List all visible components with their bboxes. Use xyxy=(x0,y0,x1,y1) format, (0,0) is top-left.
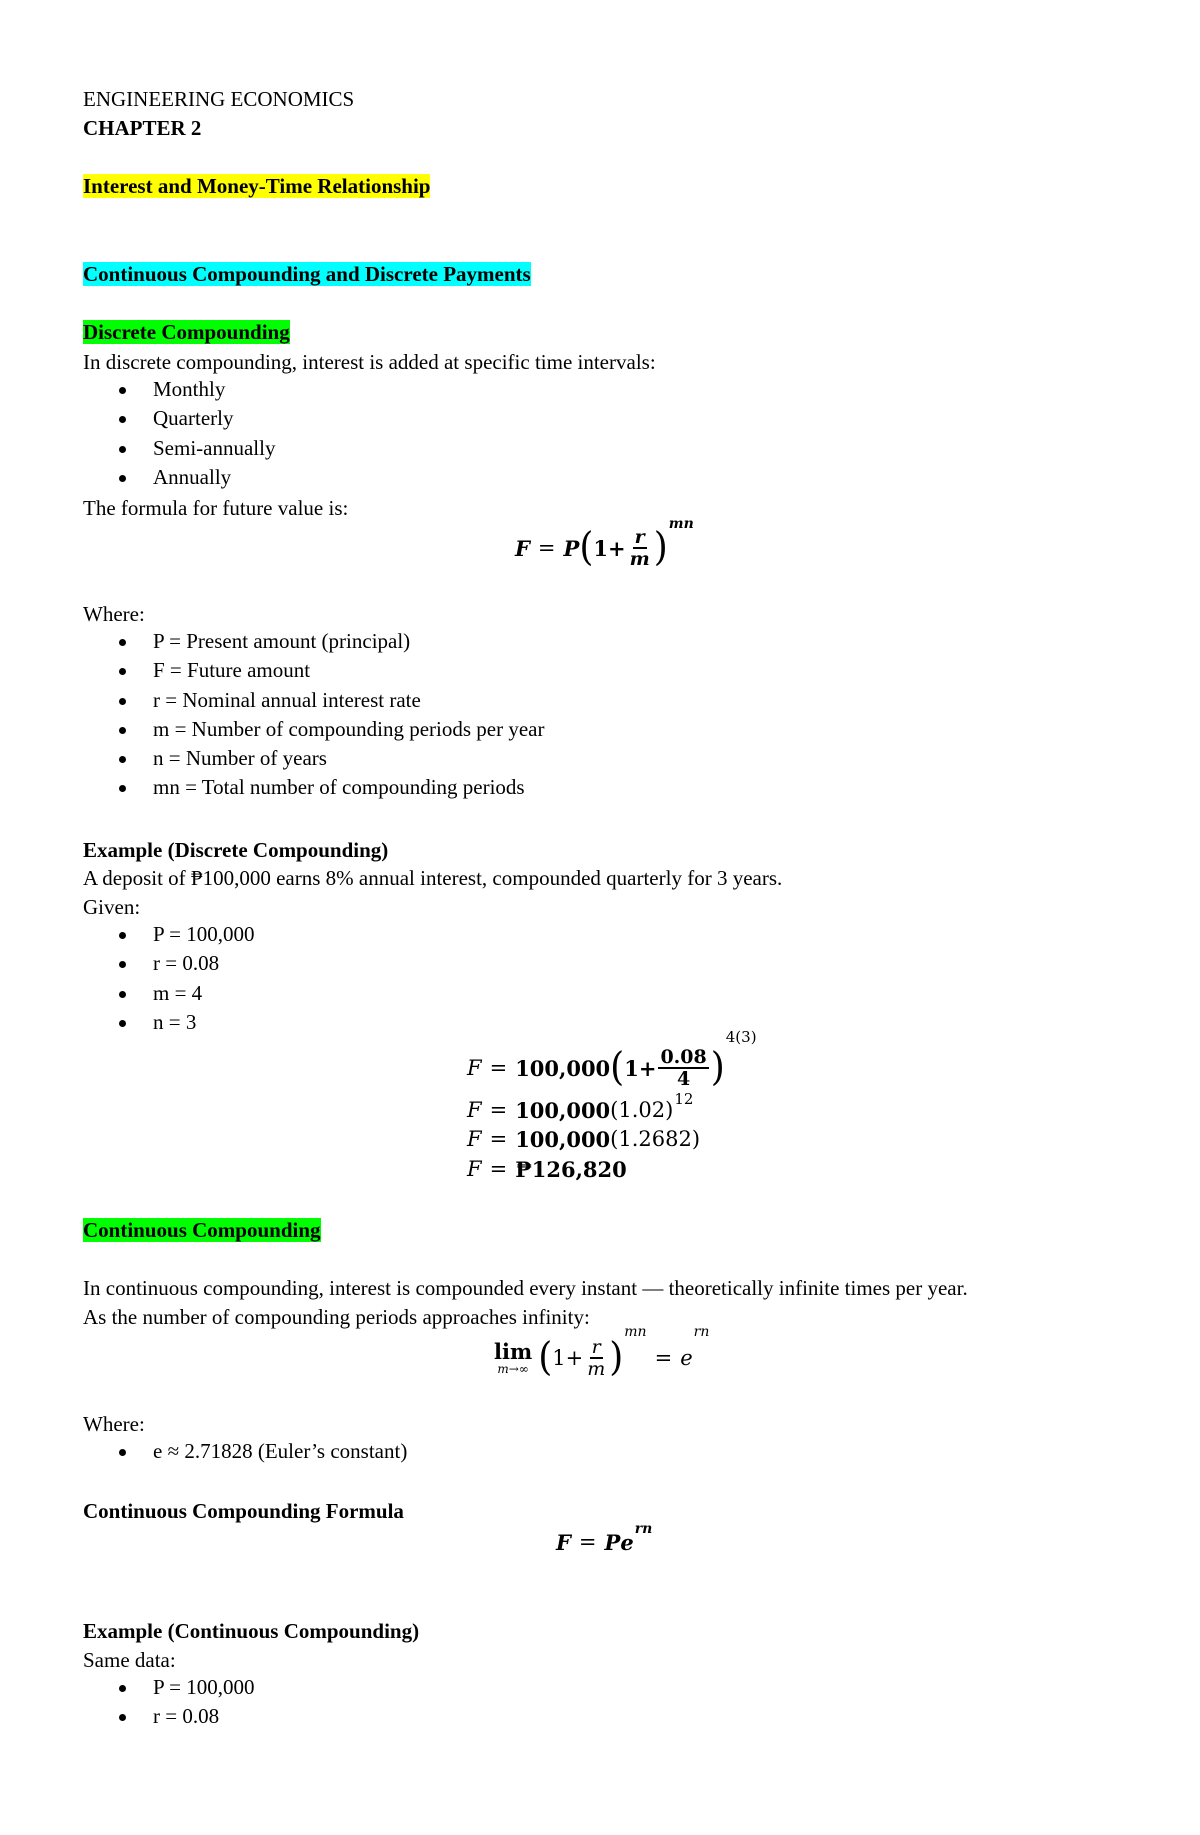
fraction-numerator: r xyxy=(591,1336,601,1358)
limit-formula xyxy=(494,1324,710,1386)
limit-equals: = xyxy=(654,1346,673,1370)
left-paren: ( xyxy=(610,1044,625,1090)
bullet-icon xyxy=(119,756,126,763)
example-discrete-statement: A deposit of ₱100,000 earns 8% annual interest, compounded quarterly for 3 years. xyxy=(83,866,783,890)
step-coefficient: 100,000 xyxy=(515,1097,611,1123)
limit-e: e xyxy=(680,1346,693,1370)
limit-fraction xyxy=(585,1337,607,1379)
bullet-icon xyxy=(119,446,126,453)
given-label: Given: xyxy=(83,895,141,919)
step-coefficient: 100,000 xyxy=(515,1055,611,1081)
formula-one-plus: 1+ xyxy=(593,535,626,561)
limit-operator xyxy=(494,1341,532,1375)
formula-var-f: F xyxy=(515,535,530,561)
subsection-title-text: Continuous Compounding and Discrete Payments xyxy=(83,262,531,286)
discrete-heading-text: Discrete Compounding xyxy=(83,320,290,344)
list-item xyxy=(117,1673,255,1702)
formula-equals: = xyxy=(537,536,556,560)
formula-var-p: P xyxy=(563,535,580,561)
list-item xyxy=(117,773,545,802)
bullet-icon xyxy=(119,668,126,675)
list-item xyxy=(117,627,545,656)
continuous-formula xyxy=(556,1521,653,1557)
list-item-text: r = 0.08 xyxy=(153,1704,220,1729)
step-var-f: F xyxy=(467,1098,482,1122)
bullet-icon xyxy=(119,785,126,792)
section-title xyxy=(83,172,430,200)
list-item xyxy=(117,920,255,949)
list-item-text: P = 100,000 xyxy=(153,922,255,946)
left-paren: ( xyxy=(538,1334,553,1380)
continuous-heading xyxy=(83,1216,321,1244)
list-item xyxy=(117,404,275,433)
step-var-f: F xyxy=(467,1056,482,1080)
continuous-intro-1: In continuous compounding, interest is compounded every instant — theoretically infinite times per year. xyxy=(83,1276,968,1300)
list-item-text: P = Present amount (principal) xyxy=(153,629,411,653)
step-equals: = xyxy=(489,1157,508,1181)
list-item xyxy=(117,715,545,744)
fraction-numerator: 0.08 xyxy=(660,1046,707,1068)
list-item-text: e ≈ 2.71828 (Euler’s constant) xyxy=(153,1439,408,1463)
list-item xyxy=(117,949,255,978)
list-item-text: m = 4 xyxy=(153,980,203,1005)
step-var-f: F xyxy=(467,1157,482,1181)
fraction-denominator: 4 xyxy=(676,1068,691,1090)
list-item xyxy=(117,1437,407,1466)
step-equals: = xyxy=(489,1056,508,1080)
right-paren: ) xyxy=(710,1044,725,1090)
given-list xyxy=(117,920,255,1037)
list-item-text: F = Future amount xyxy=(153,658,311,683)
bullet-icon xyxy=(119,1714,126,1721)
document-title: ENGINEERING ECONOMICS xyxy=(83,87,355,111)
limit-exponent: mn xyxy=(624,1324,647,1340)
fraction-denominator: m xyxy=(629,548,650,570)
bullet-icon xyxy=(119,932,126,939)
limit-word: lim xyxy=(494,1339,533,1364)
bullet-icon xyxy=(119,727,126,734)
bullet-icon xyxy=(119,698,126,705)
solution-step-1 xyxy=(467,1028,757,1094)
list-item-text: mn = Total number of compounding periods xyxy=(153,775,525,800)
list-item-text: Monthly xyxy=(153,377,226,401)
continuous-intro-2: As the number of compounding periods approaches infinity: xyxy=(83,1305,590,1329)
list-item xyxy=(117,744,545,773)
list-item-text: r = 0.08 xyxy=(153,951,220,976)
step-equals: = xyxy=(489,1127,508,1151)
list-item xyxy=(117,656,545,685)
list-item-text: Quarterly xyxy=(153,406,234,431)
list-item-text: n = Number of years xyxy=(153,746,327,771)
interval-list xyxy=(117,375,275,492)
step-exponent: 4(3) xyxy=(725,1028,757,1046)
step-base: (1.02) xyxy=(610,1098,674,1122)
continuous-formula-heading: Continuous Compounding Formula xyxy=(83,1499,404,1523)
list-item-text: P = 100,000 xyxy=(153,1675,255,1699)
list-item xyxy=(117,434,275,463)
formula-intro: The formula for future value is: xyxy=(83,496,349,520)
subsection-title xyxy=(83,260,531,288)
solution-step-4 xyxy=(467,1155,627,1183)
definition-list xyxy=(117,627,545,803)
fraction-numerator: r xyxy=(634,526,645,548)
step-var-f: F xyxy=(467,1127,482,1151)
bullet-icon xyxy=(119,416,126,423)
continuous-given-list xyxy=(117,1673,255,1732)
list-item xyxy=(117,979,255,1008)
formula-var-p: P xyxy=(604,1529,621,1555)
list-item-text: r = Nominal annual interest rate xyxy=(153,687,421,712)
right-paren: ) xyxy=(653,524,668,570)
discrete-intro: In discrete compounding, interest is added at specific time intervals: xyxy=(83,350,656,374)
list-item-text: Annually xyxy=(153,464,232,489)
formula-exponent: mn xyxy=(668,516,694,532)
list-item xyxy=(117,686,545,715)
bullet-icon xyxy=(119,961,126,968)
example-continuous-statement: Same data: xyxy=(83,1648,176,1672)
bullet-icon xyxy=(119,639,126,646)
bullet-icon xyxy=(119,387,126,394)
limit-one-plus: 1+ xyxy=(552,1346,584,1370)
bullet-icon xyxy=(119,1449,126,1456)
example-discrete-heading: Example (Discrete Compounding) xyxy=(83,838,389,862)
step-result: ₱126,820 xyxy=(515,1156,627,1182)
list-item-text: Semi-annually xyxy=(153,435,276,460)
fraction-denominator: m xyxy=(587,1358,606,1380)
bullet-icon xyxy=(119,991,126,998)
step-equals: = xyxy=(489,1098,508,1122)
formula-e: e xyxy=(620,1529,634,1555)
example-continuous-heading: Example (Continuous Compounding) xyxy=(83,1619,420,1643)
chapter-label: CHAPTER 2 xyxy=(83,116,202,140)
solution-step-2 xyxy=(467,1090,694,1124)
list-item xyxy=(117,1008,255,1037)
continuous-definition-list xyxy=(117,1437,407,1466)
step-exponent: 12 xyxy=(674,1090,694,1108)
step-fraction xyxy=(658,1047,708,1089)
section-title-text: Interest and Money-Time Relationship xyxy=(83,174,431,198)
list-item xyxy=(117,375,275,404)
formula-var-f: F xyxy=(556,1529,571,1555)
where-label: Where: xyxy=(83,602,145,626)
formula-exponent: rn xyxy=(634,1521,653,1537)
bullet-icon xyxy=(119,1685,126,1692)
limit-subscript: m→∞ xyxy=(497,1362,529,1376)
bullet-icon xyxy=(119,1020,126,1027)
continuous-where-label: Where: xyxy=(83,1412,145,1436)
left-paren: ( xyxy=(579,524,594,570)
list-item xyxy=(117,1702,255,1731)
right-paren: ) xyxy=(609,1334,624,1380)
limit-e-exponent: rn xyxy=(693,1324,710,1340)
list-item-text: m = Number of compounding periods per year xyxy=(153,716,545,741)
list-item xyxy=(117,463,275,492)
step-coefficient: 100,000 xyxy=(515,1126,611,1152)
formula-equals: = xyxy=(578,1530,597,1554)
formula-fraction xyxy=(628,527,652,569)
step-factor: (1.2682) xyxy=(610,1127,701,1151)
continuous-heading-text: Continuous Compounding xyxy=(83,1218,321,1242)
bullet-icon xyxy=(119,475,126,482)
discrete-heading xyxy=(83,318,290,346)
step-one-plus: 1+ xyxy=(624,1055,657,1081)
solution-step-3 xyxy=(467,1125,700,1153)
future-value-formula xyxy=(515,516,694,574)
list-item-text: n = 3 xyxy=(153,1009,197,1034)
